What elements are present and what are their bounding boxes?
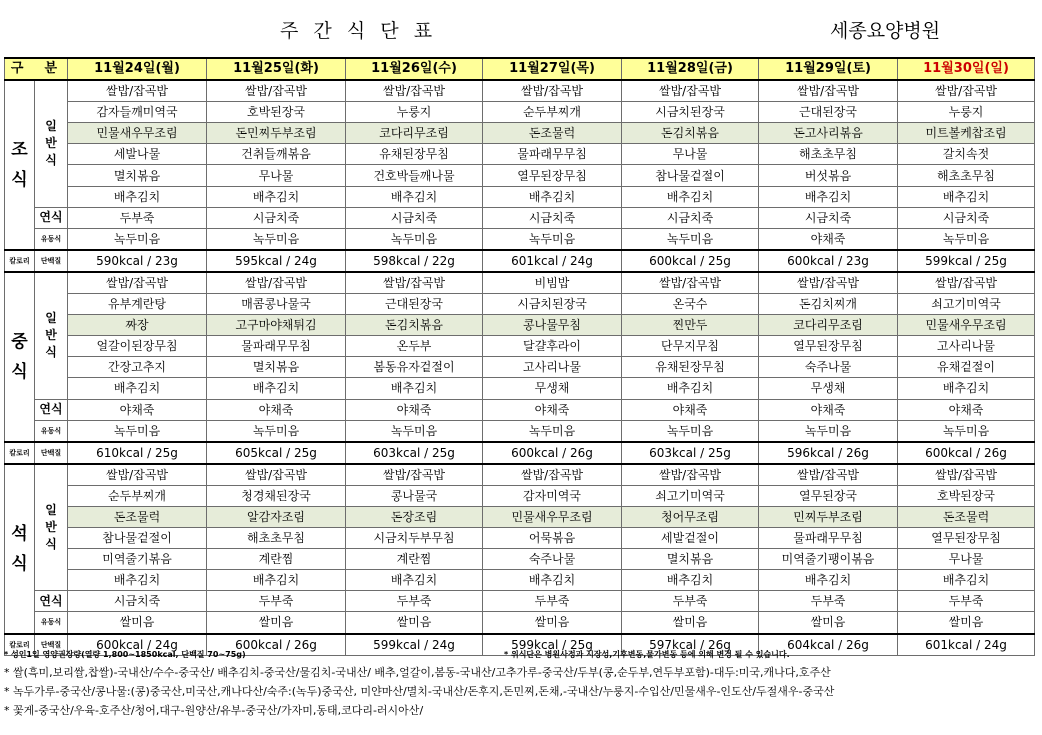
general-diet-label: 일 반 식: [35, 80, 68, 207]
soft-menu-cell: 시금치죽: [622, 207, 759, 228]
breakfast-general-row: [5, 165, 1035, 186]
menu-cell: 단무지무침: [622, 336, 759, 357]
soft-menu-cell: 야채죽: [68, 399, 207, 420]
menu-cell: 버섯볶음: [759, 165, 898, 186]
liquid-menu-cell: 녹두미음: [68, 228, 207, 250]
menu-cell: 온국수: [622, 294, 759, 315]
menu-cell: 쌀밥/잡곡밥: [207, 80, 346, 102]
page-header: [0, 0, 1042, 57]
menu-cell: 간장고추지: [68, 357, 207, 378]
breakfast-general-row: [5, 186, 1035, 207]
calorie-cell: 600kcal / 23g: [759, 250, 898, 272]
menu-change-note: * 위식단은 병원사정과 시장성,기후변동,물가변동 등에 의해 변경 될 수 있습니다.: [504, 650, 790, 659]
calorie-label: 칼로리: [5, 442, 35, 464]
menu-cell: 매콤콩나물국: [207, 294, 346, 315]
menu-cell: 무나물: [898, 549, 1035, 570]
menu-cell: 돈김치볶음: [622, 123, 759, 144]
menu-cell: 무생채: [759, 378, 898, 399]
hospital-name: 세종요양병원: [830, 20, 941, 42]
menu-cell: 콩나물국: [346, 485, 483, 506]
menu-cell: 배추김치: [759, 570, 898, 591]
menu-cell: 물파래무무침: [207, 336, 346, 357]
menu-cell: 시금치두부무침: [346, 528, 483, 549]
origin-note: * 쌀(흑미,보리쌀,찹쌀)-국내산/수수-중국산/ 배추김치-중국산/물김치-국내산/ 배추,얼갈이,봄동-국내산/고추가루-중국산/두부(콩,순두부,연두부포함)-대두:미국,캐나다,호주산: [4, 666, 831, 679]
breakfast-general-row: [5, 102, 1035, 123]
menu-cell: 콩나물무침: [483, 315, 622, 336]
menu-cell: 열무된장국: [759, 485, 898, 506]
menu-cell: 배추김치: [68, 570, 207, 591]
lunch-label: 중 식: [5, 272, 35, 442]
menu-cell: 돈조물럭: [898, 506, 1035, 527]
menu-cell: 봄동유자겉절이: [346, 357, 483, 378]
menu-cell: 돈김치볶음: [346, 315, 483, 336]
dinner-general-row: [5, 528, 1035, 549]
menu-cell: 순두부찌개: [68, 485, 207, 506]
menu-cell: 무나물: [622, 144, 759, 165]
menu-cell: 건호박들깨나물: [346, 165, 483, 186]
menu-cell: 돈조물럭: [483, 123, 622, 144]
menu-cell: 쌀밥/잡곡밥: [898, 272, 1035, 294]
soft-menu-cell: 두부죽: [483, 591, 622, 612]
menu-cell: 감자미역국: [483, 485, 622, 506]
soft-menu-cell: 야채죽: [207, 399, 346, 420]
soft-menu-cell: 시금치죽: [207, 207, 346, 228]
soft-menu-cell: 야채죽: [346, 399, 483, 420]
calorie-cell: 605kcal / 25g: [207, 442, 346, 464]
breakfast-calorie-row: [5, 250, 1035, 272]
breakfast-label: 조 식: [5, 80, 35, 250]
menu-cell: 감자들깨미역국: [68, 102, 207, 123]
day-header: 11월28일(금): [622, 58, 759, 80]
liquid-menu-cell: 쌀미음: [68, 612, 207, 634]
menu-cell: 미트볼케찹조림: [898, 123, 1035, 144]
soft-diet-label: 연식: [35, 399, 68, 420]
protein-label: 단백질: [35, 634, 68, 656]
menu-cell: 얼갈이된장무침: [68, 336, 207, 357]
gubun-header: 구 분: [5, 58, 68, 80]
menu-cell: 민물새우무조림: [898, 315, 1035, 336]
menu-cell: 쌀밥/잡곡밥: [346, 80, 483, 102]
soft-menu-cell: 야채죽: [759, 399, 898, 420]
dinner-general-row: [5, 485, 1035, 506]
day-header: 11월29일(토): [759, 58, 898, 80]
lunch-general-row: [5, 378, 1035, 399]
menu-cell: 건취들깨볶음: [207, 144, 346, 165]
liquid-menu-cell: 녹두미음: [68, 420, 207, 442]
soft-menu-cell: 두부죽: [68, 207, 207, 228]
menu-cell: 해초초무침: [207, 528, 346, 549]
liquid-menu-cell: 쌀미음: [759, 612, 898, 634]
calorie-cell: 603kcal / 25g: [346, 442, 483, 464]
menu-cell: 열무된장무침: [759, 336, 898, 357]
soft-menu-cell: 시금치죽: [68, 591, 207, 612]
day-header: 11월25일(화): [207, 58, 346, 80]
soft-menu-cell: 두부죽: [759, 591, 898, 612]
header-row: [5, 58, 1035, 80]
menu-cell: 참나물겉절이: [68, 528, 207, 549]
lunch-calorie-row: [5, 442, 1035, 464]
calorie-cell: 600kcal / 26g: [483, 442, 622, 464]
menu-cell: 숙주나물: [759, 357, 898, 378]
menu-cell: 시금치된장국: [622, 102, 759, 123]
menu-cell: 배추김치: [346, 186, 483, 207]
soft-menu-cell: 시금치죽: [898, 207, 1035, 228]
breakfast-general-row: [5, 80, 1035, 102]
menu-cell: 배추김치: [622, 570, 759, 591]
menu-cell: 무생채: [483, 378, 622, 399]
menu-cell: 청경채된장국: [207, 485, 346, 506]
liquid-menu-cell: 쌀미음: [898, 612, 1035, 634]
dinner-general-row: [5, 570, 1035, 591]
menu-cell: 청어무조림: [622, 506, 759, 527]
soft-menu-cell: 두부죽: [622, 591, 759, 612]
calorie-cell: 590kcal / 23g: [68, 250, 207, 272]
lunch-general-row: [5, 357, 1035, 378]
calorie-cell: 600kcal / 26g: [207, 634, 346, 656]
soft-menu-cell: 두부죽: [346, 591, 483, 612]
weekly-menu-table: [4, 57, 1035, 656]
menu-cell: 참나물겉절이: [622, 165, 759, 186]
lunch-general-row: [5, 294, 1035, 315]
day-header: 11월24일(월): [68, 58, 207, 80]
soft-diet-label: 연식: [35, 207, 68, 228]
calorie-cell: 595kcal / 24g: [207, 250, 346, 272]
menu-cell: 쌀밥/잡곡밥: [68, 80, 207, 102]
menu-cell: 유채된장무침: [622, 357, 759, 378]
calorie-cell: 598kcal / 22g: [346, 250, 483, 272]
dinner-general-row: [5, 549, 1035, 570]
menu-cell: 유채겉절이: [898, 357, 1035, 378]
menu-cell: 민물새우무조림: [483, 506, 622, 527]
day-header: 11월30일(일): [898, 58, 1035, 80]
calorie-label: 칼로리: [5, 250, 35, 272]
soft-menu-cell: 시금치죽: [483, 207, 622, 228]
menu-cell: 돈장조림: [346, 506, 483, 527]
menu-cell: 돈고사리볶음: [759, 123, 898, 144]
liquid-menu-cell: 쌀미음: [622, 612, 759, 634]
dinner-label: 석 식: [5, 464, 35, 634]
menu-cell: 고사리나물: [898, 336, 1035, 357]
menu-cell: 배추김치: [68, 378, 207, 399]
notes-top-line: [4, 646, 1038, 663]
menu-cell: 누룽지: [346, 102, 483, 123]
menu-cell: 고구마야채튀김: [207, 315, 346, 336]
menu-cell: 무나물: [207, 165, 346, 186]
calorie-cell: 599kcal / 25g: [483, 634, 622, 656]
protein-label: 단백질: [35, 442, 68, 464]
menu-cell: 시금치된장국: [483, 294, 622, 315]
menu-cell: 짜장: [68, 315, 207, 336]
lunch-general-row: [5, 336, 1035, 357]
liquid-menu-cell: 녹두미음: [483, 420, 622, 442]
menu-cell: 돈김치찌개: [759, 294, 898, 315]
liquid-menu-cell: 녹두미음: [898, 228, 1035, 250]
lunch-general-row: [5, 272, 1035, 294]
menu-cell: 배추김치: [207, 570, 346, 591]
menu-cell: 쌀밥/잡곡밥: [898, 80, 1035, 102]
liquid-diet-label: 유동식: [35, 228, 68, 250]
calorie-cell: 600kcal / 26g: [898, 442, 1035, 464]
menu-cell: 쌀밥/잡곡밥: [622, 272, 759, 294]
menu-cell: 쌀밥/잡곡밥: [207, 272, 346, 294]
menu-cell: 돈민찌두부조림: [207, 123, 346, 144]
calorie-cell: 600kcal / 25g: [622, 250, 759, 272]
menu-cell: 배추김치: [898, 378, 1035, 399]
menu-cell: 누룽지: [898, 102, 1035, 123]
soft-menu-cell: 시금치죽: [346, 207, 483, 228]
menu-cell: 순두부찌개: [483, 102, 622, 123]
calorie-cell: 601kcal / 24g: [898, 634, 1035, 656]
liquid-diet-label: 유동식: [35, 420, 68, 442]
soft-menu-cell: 두부죽: [898, 591, 1035, 612]
menu-cell: 온두부: [346, 336, 483, 357]
dinner-general-row: [5, 464, 1035, 486]
menu-cell: 근대된장국: [759, 102, 898, 123]
menu-cell: 쌀밥/잡곡밥: [622, 80, 759, 102]
menu-cell: 갈치속젓: [898, 144, 1035, 165]
day-header: 11월27일(목): [483, 58, 622, 80]
menu-cell: 숙주나물: [483, 549, 622, 570]
breakfast-general-row: [5, 144, 1035, 165]
menu-cell: 쌀밥/잡곡밥: [483, 464, 622, 486]
liquid-menu-cell: 녹두미음: [346, 420, 483, 442]
menu-cell: 열무된장무침: [898, 528, 1035, 549]
lunch-soft-row: [5, 399, 1035, 420]
menu-cell: 어묵볶음: [483, 528, 622, 549]
menu-cell: 쌀밥/잡곡밥: [759, 464, 898, 486]
calorie-cell: 610kcal / 25g: [68, 442, 207, 464]
menu-cell: 미역줄기볶음: [68, 549, 207, 570]
menu-cell: 근대된장국: [346, 294, 483, 315]
menu-cell: 멸치볶음: [68, 165, 207, 186]
menu-cell: 열무된장무침: [483, 165, 622, 186]
breakfast-general-row: [5, 123, 1035, 144]
menu-cell: 멸치볶음: [207, 357, 346, 378]
menu-cell: 호박된장국: [207, 102, 346, 123]
soft-menu-cell: 두부죽: [207, 591, 346, 612]
general-diet-label: 일 반 식: [35, 464, 68, 591]
menu-cell: 배추김치: [622, 186, 759, 207]
liquid-menu-cell: 야채죽: [759, 228, 898, 250]
liquid-diet-label: 유동식: [35, 612, 68, 634]
menu-cell: 고사리나물: [483, 357, 622, 378]
menu-cell: 유부계란탕: [68, 294, 207, 315]
liquid-menu-cell: 녹두미음: [207, 228, 346, 250]
origin-note: * 녹두가루-중국산/콩나물:(콩)중국산,미국산,캐나다산/숙주:(녹두)중국산, 미얀마산/멸치-국내산/돈후지,돈민찌,돈채,-국내산/누룽지-수입산/민물새우-인도산/두절새우-중국산: [4, 685, 835, 698]
calorie-cell: 599kcal / 25g: [898, 250, 1035, 272]
menu-cell: 쌀밥/잡곡밥: [346, 464, 483, 486]
menu-cell: 민물새우무조림: [68, 123, 207, 144]
menu-cell: 쌀밥/잡곡밥: [346, 272, 483, 294]
page-title: 주 간 식 단 표: [280, 20, 434, 42]
liquid-menu-cell: 녹두미음: [759, 420, 898, 442]
calorie-label: 칼로리: [5, 634, 35, 656]
menu-cell: 쌀밥/잡곡밥: [68, 464, 207, 486]
menu-cell: 세발겉절이: [622, 528, 759, 549]
liquid-menu-cell: 녹두미음: [483, 228, 622, 250]
menu-cell: 물파래무무침: [483, 144, 622, 165]
nutrition-standard-note: * 성인1일 영양권장량(열량 1,800~1850kcal, 단백질 70~75g): [4, 650, 246, 659]
liquid-menu-cell: 녹두미음: [898, 420, 1035, 442]
soft-menu-cell: 시금치죽: [759, 207, 898, 228]
breakfast-soft-row: [5, 207, 1035, 228]
liquid-menu-cell: 녹두미음: [622, 228, 759, 250]
menu-cell: 배추김치: [346, 570, 483, 591]
menu-cell: 쌀밥/잡곡밥: [207, 464, 346, 486]
menu-cell: 배추김치: [622, 378, 759, 399]
menu-cell: 호박된장국: [898, 485, 1035, 506]
calorie-cell: 600kcal / 24g: [68, 634, 207, 656]
menu-cell: 쌀밥/잡곡밥: [759, 272, 898, 294]
protein-label: 단백질: [35, 250, 68, 272]
calorie-cell: 601kcal / 24g: [483, 250, 622, 272]
menu-cell: 멸치볶음: [622, 549, 759, 570]
menu-cell: 계란찜: [346, 549, 483, 570]
menu-cell: 유채된장무침: [346, 144, 483, 165]
menu-cell: 코다리무조림: [759, 315, 898, 336]
menu-cell: 배추김치: [483, 570, 622, 591]
soft-menu-cell: 야채죽: [622, 399, 759, 420]
menu-cell: 배추김치: [483, 186, 622, 207]
liquid-menu-cell: 녹두미음: [207, 420, 346, 442]
calorie-cell: 599kcal / 24g: [346, 634, 483, 656]
menu-cell: 계란찜: [207, 549, 346, 570]
menu-cell: 해초초무침: [898, 165, 1035, 186]
soft-diet-label: 연식: [35, 591, 68, 612]
menu-cell: 배추김치: [759, 186, 898, 207]
calorie-cell: 596kcal / 26g: [759, 442, 898, 464]
calorie-cell: 604kcal / 26g: [759, 634, 898, 656]
liquid-menu-cell: 쌀미음: [346, 612, 483, 634]
origin-note: * 꽃게-중국산/우육-호주산/청어,대구-원양산/유부-중국산/가자미,동태,코다리-러시아산/: [4, 704, 424, 717]
menu-cell: 쌀밥/잡곡밥: [622, 464, 759, 486]
menu-cell: 미역줄기팽이볶음: [759, 549, 898, 570]
menu-cell: 배추김치: [207, 378, 346, 399]
liquid-menu-cell: 녹두미음: [346, 228, 483, 250]
menu-cell: 세발나물: [68, 144, 207, 165]
calorie-cell: 597kcal / 26g: [622, 634, 759, 656]
menu-cell: 돈조물럭: [68, 506, 207, 527]
calorie-cell: 603kcal / 25g: [622, 442, 759, 464]
dinner-soft-row: [5, 591, 1035, 612]
menu-cell: 물파래무무침: [759, 528, 898, 549]
breakfast-liquid-row: [5, 228, 1035, 250]
soft-menu-cell: 야채죽: [483, 399, 622, 420]
lunch-general-row: [5, 315, 1035, 336]
menu-cell: 쇠고기미역국: [622, 485, 759, 506]
menu-cell: 해초초무침: [759, 144, 898, 165]
menu-cell: 쌀밥/잡곡밥: [483, 80, 622, 102]
menu-cell: 쌀밥/잡곡밥: [898, 464, 1035, 486]
notes-section: [4, 646, 1038, 720]
menu-cell: 배추김치: [898, 186, 1035, 207]
menu-cell: 쌀밥/잡곡밥: [759, 80, 898, 102]
liquid-menu-cell: 쌀미음: [207, 612, 346, 634]
menu-cell: 알감자조림: [207, 506, 346, 527]
menu-cell: 코다리무조림: [346, 123, 483, 144]
liquid-menu-cell: 녹두미음: [622, 420, 759, 442]
general-diet-label: 일 반 식: [35, 272, 68, 399]
menu-cell: 쌀밥/잡곡밥: [68, 272, 207, 294]
menu-cell: 배추김치: [898, 570, 1035, 591]
menu-cell: 달걀후라이: [483, 336, 622, 357]
menu-cell: 쇠고기미역국: [898, 294, 1035, 315]
liquid-menu-cell: 쌀미음: [483, 612, 622, 634]
lunch-liquid-row: [5, 420, 1035, 442]
soft-menu-cell: 야채죽: [898, 399, 1035, 420]
menu-cell: 배추김치: [68, 186, 207, 207]
day-header: 11월26일(수): [346, 58, 483, 80]
menu-cell: 민찌두부조림: [759, 506, 898, 527]
menu-cell: 찐만두: [622, 315, 759, 336]
menu-cell: 비빔밥: [483, 272, 622, 294]
menu-cell: 배추김치: [346, 378, 483, 399]
dinner-liquid-row: [5, 612, 1035, 634]
menu-cell: 배추김치: [207, 186, 346, 207]
dinner-general-row: [5, 506, 1035, 527]
